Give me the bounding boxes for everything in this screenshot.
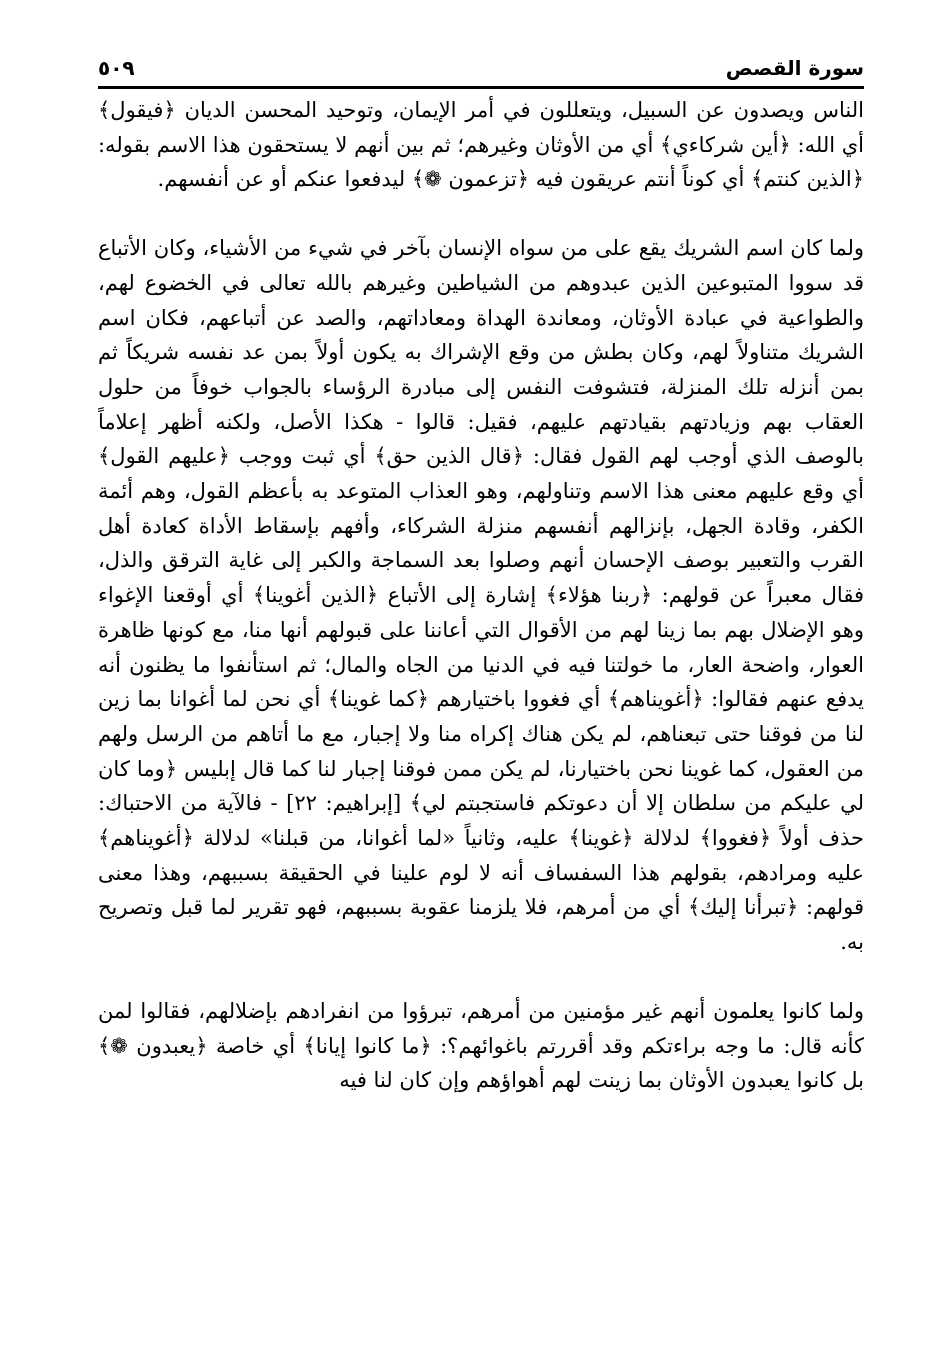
paragraph-gap	[98, 197, 864, 231]
page-number: ٥٠٩	[98, 56, 135, 80]
paragraph-gap	[98, 960, 864, 994]
header-rule	[98, 86, 864, 89]
paragraph-3: ولما كانوا يعلمون أنهم غير مؤمنين من أمرهم، تبرؤوا من انفرادهم بإضلالهم، فقالوا لمن كأنه قال: ما وجه براءتكم وقد أقررتم باغوائهم؟: ﴿ما كانوا إيانا﴾ أي خاصة ﴿يعبدون ❁﴾ بل كانوا يعبدون الأوثان بما زينت لهم أهواؤهم وإن كان لنا فيه	[98, 998, 864, 1093]
paragraph-1: الناس ويصدون عن السبيل، ويتعللون في أمر الإيمان، وتوحيد المحسن الديان ﴿فيقول﴾ أي الله: ﴿أين شركاءي﴾ أي من الأوثان وغيرهم؛ ثم بين أنهم لا يستحقون هذا الاسم بقوله: ﴿الذين كنتم﴾ أي كوناً أنتم عريقون فيه ﴿تزعمون ❁﴾ ليدفعوا عنكم أو عن أنفسهم.	[98, 98, 864, 192]
page-header	[98, 52, 864, 86]
surah-title: سورة القصص	[725, 56, 864, 80]
book-page	[98, 52, 864, 1322]
paragraph-2: ولما كان اسم الشريك يقع على من سواه الإنسان بآخر في شيء من الأشياء، وكان الأتباع قد سووا المتبوعين الذين عبدوهم من الشياطين وغيرهم بالله تعالى في الخضوع لهم، والطواعية في عبادة الأوثان، ومعاندة الهداة ومعاداتهم، والصد عن أتباعهم، فكان اسم الشريك متناولاً لهم، وكان بطش من وقع الإشراك به يكون أولاً بمن عد نفسه شريكاً ثم بمن أنزله تلك المنزلة، فتشوفت النفس إلى مبادرة الرؤساء بالجواب خوفاً من حلول العقاب بهم وزيادتهم بقيادتهم عليهم، فقيل: قالوا - هكذا الأصل، ولكنه أظهر إعلاماً بالوصف الذي أوجب لهم القول فقال: ﴿قال الذين حق﴾ أي ثبت ووجب ﴿عليهم القول﴾ أي وقع عليهم معنى هذا الاسم وتناولهم، وهو العذاب المتوعد به بأعظم القول، وهم أئمة الكفر، وقادة الجهل، بإنزالهم أنفسهم منزلة الشركاء، وأفهم بإسقاط الأداة كعادة أهل القرب والتعبير بوصف الإحسان أنهم وصلوا بعد السماجة والكبر إلى غاية الترقق والذل، فقال معبراً عن قولهم: ﴿ربنا هؤلاء﴾ إشارة إلى الأتباع ﴿الذين أغوينا﴾ أي أوقعنا الإغواء وهو الإضلال بهم بما زينا لهم من الأقوال التي أعاننا على قبولهم أنها منا، مع كونها ظاهرة العوار، واضحة العار، ما خولتنا فيه في الدنيا من الجاه والمال؛ ثم استأنفوا ما يظنون أنه يدفع عنهم فقالوا: ﴿أغويناهم﴾ أي فغووا باختيارهم ﴿كما غوينا﴾ أي نحن لما أغوانا بما زين لنا من فوقنا حتى تبعناهم، لم يكن هناك إكراه منا ولا إجبار، مع ما أتاهم من الرسل ولهم من العقول، كما غوينا نحن باختيارنا، لم يكن ممن فوقنا إجبار لنا كما قال إبليس ﴿وما كان لي عليكم من سلطان إلا أن دعوتكم فاستجبتم لي﴾ [إبراهيم: ٢٢] - فالآية من الاحتباك: حذف أولاً ﴿فغووا﴾ لدلالة ﴿غوينا﴾ عليه، وثانياً «لما أغوانا، من قبلنا» لدلالة ﴿أغويناهم﴾ عليه ومرادهم، بقولهم هذا السفساف أنه لا لوم علينا في الحقيقة بسببهم، وهذا معنى قولهم: ﴿تبرأنا إليك﴾ أي من أمرهم، فلا يلزمنا عقوبة بسببهم، فهو تقرير لما قبل وتصريح به.	[98, 236, 864, 955]
